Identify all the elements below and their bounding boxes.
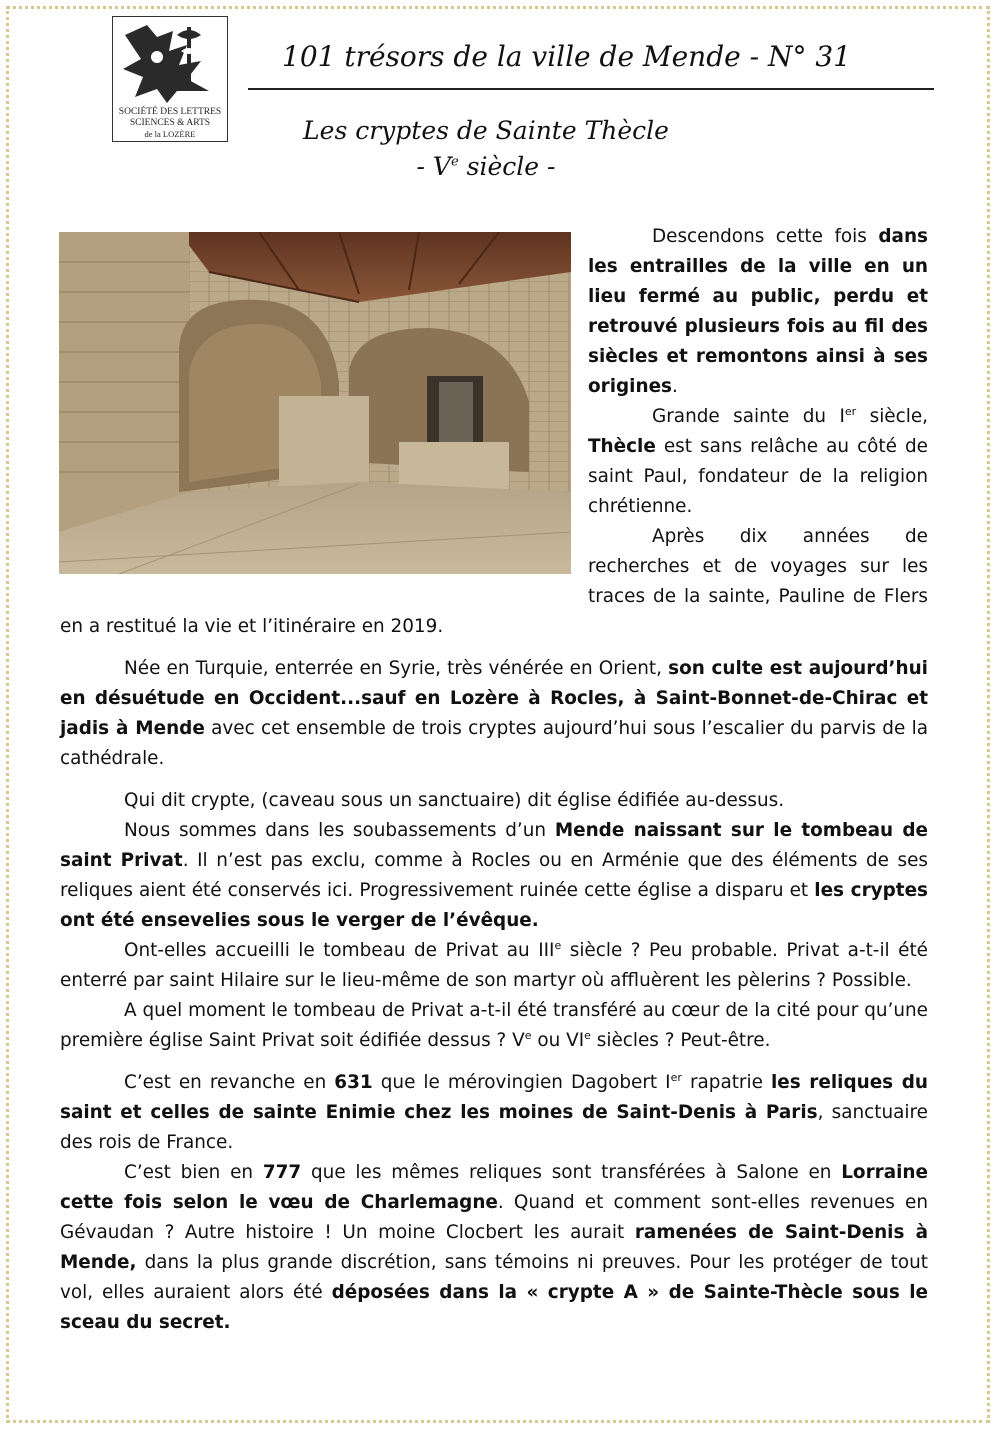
p1-text-2: .	[672, 376, 678, 397]
p8-sup-2: e	[584, 1028, 591, 1042]
p4-text-2: avec cet ensemble de trois cryptes aujourd’hui sous l’escalier du parvis de la cathédrale.	[60, 718, 928, 769]
p7-sup-1: e	[554, 938, 562, 952]
p9-bold-1: 631	[334, 1072, 373, 1093]
p3-text-1: Après dix années de recherches et de voyages sur les traces de la sainte, Pauline de Flers en a restitué la vie et l’itinéraire en 2019.	[60, 526, 928, 637]
p10-bold-4: déposées dans la « crypte A » de Sainte-Thècle sous le sceau du secret.	[60, 1282, 928, 1333]
society-logo	[112, 16, 228, 142]
article-body	[60, 222, 928, 1338]
p6-bold-2: les cryptes ont été ensevelies sous le verger de l’évêque.	[60, 880, 928, 931]
p9-text-2: que le mérovingien Dagobert I	[372, 1072, 671, 1093]
logo-emblem	[117, 21, 223, 105]
century-prefix: - V	[416, 152, 451, 181]
logo-line-3: de la LOZÈRE	[144, 129, 196, 139]
page-title: Les cryptes de Sainte Thècle	[303, 116, 669, 145]
paragraph-6	[60, 816, 928, 936]
p2-text-2: siècle,	[856, 406, 928, 427]
century-subtitle	[276, 152, 696, 181]
century-suffix: siècle -	[458, 152, 556, 181]
p9-text-4: , sanctuaire des rois de France.	[60, 1102, 929, 1153]
p8-sup-1: e	[524, 1028, 532, 1042]
logo-line-1: SOCIÉTÉ DES LETTRES	[118, 107, 222, 117]
paragraph-4	[60, 654, 928, 774]
p6-text-1: Nous sommes dans les soubassements d’un	[124, 820, 555, 841]
p2-sup-1: er	[844, 404, 857, 418]
p2-text-1: Grande sainte du I	[652, 406, 845, 427]
p2-bold-1: Thècle	[588, 436, 656, 457]
p9-bold-2: les reliques du saint et celles de sainte Enimie chez les moines de Saint-Denis à Paris	[60, 1072, 928, 1123]
paragraph-5	[60, 786, 928, 816]
photo-spacer	[60, 222, 588, 584]
p10-text-3: . Quand et comment sont-elles revenues en Gévaudan ? Autre histoire ! Un moine Clocbert les aurait	[60, 1192, 928, 1243]
p2-text-3: est sans relâche au côté de saint Paul, fondateur de la religion chrétienne.	[588, 436, 928, 517]
p10-text-2: que les mêmes reliques sont transférées à Salone en	[301, 1162, 842, 1183]
p5-text-1: Qui dit crypte, (caveau sous un sanctuaire) dit église édifiée au-dessus.	[124, 790, 785, 811]
p9-text-1: C’est en revanche en	[124, 1072, 335, 1093]
p7-text-1: Ont-elles accueilli le tombeau de Privat au III	[124, 940, 555, 961]
p6-text-2: . Il n’est pas exclu, comme à Rocles ou en Arménie que des éléments de ses reliques aient été conservés ici. Progressivement ruinée cette église a disparu et	[60, 850, 928, 901]
series-title: 101 trésors de la ville de Mende - N° 31	[282, 40, 851, 73]
p8-text-3: siècles ? Peut-être.	[590, 1030, 771, 1051]
paragraph-10	[60, 1158, 928, 1338]
p8-text-1: A quel moment le tombeau de Privat a-t-il été transféré au cœur de la cité pour qu’une première église Saint Privat soit édifiée dessus ? V	[60, 1000, 928, 1051]
p8-text-2: ou VI	[531, 1030, 585, 1051]
p7-text-2: siècle ? Peu probable. Privat a-t-il été enterré par saint Hilaire sur le lieu-même de son martyr où affluèrent les pèlerins ? Possible.	[60, 940, 928, 991]
p10-text-1: C’est bien en	[124, 1162, 263, 1183]
p4-bold-1: son culte est aujourd’hui en désuétude en Occident...sauf en Lozère à Rocles, à Saint-Bonnet-de-Chirac et jadis à Mende	[60, 658, 928, 739]
paragraph-7	[60, 936, 928, 996]
p4-text-1: Née en Turquie, enterrée en Syrie, très vénérée en Orient,	[124, 658, 669, 679]
p9-sup-1: er	[670, 1070, 682, 1084]
p10-bold-2: Lorraine cette fois selon le vœu de Charlemagne	[60, 1162, 928, 1213]
p1-bold-1: dans les entrailles de la ville en un lieu fermé au public, perdu et retrouvé plusieurs fois au fil des siècles et remontons ainsi à ses origines	[588, 226, 928, 397]
paragraph-9	[60, 1068, 928, 1158]
p9-text-3: rapatrie	[681, 1072, 771, 1093]
logo-line-2: SCIENCES & ARTS	[129, 118, 211, 128]
p10-text-4: dans la plus grande discrétion, sans témoins ni preuves. Pour les protéger de tout vol, elles auraient alors été	[60, 1252, 928, 1303]
p10-bold-1: 777	[262, 1162, 302, 1183]
paragraph-8	[60, 996, 928, 1056]
title-underline	[248, 88, 934, 90]
p10-bold-3: ramenées de Saint-Denis à Mende,	[60, 1222, 928, 1273]
p1-text-1: Descendons cette fois	[652, 226, 879, 247]
logo-text	[113, 107, 227, 140]
p6-bold-1: Mende naissant sur le tombeau de saint Privat	[60, 820, 929, 871]
century-sup: e	[450, 154, 459, 170]
